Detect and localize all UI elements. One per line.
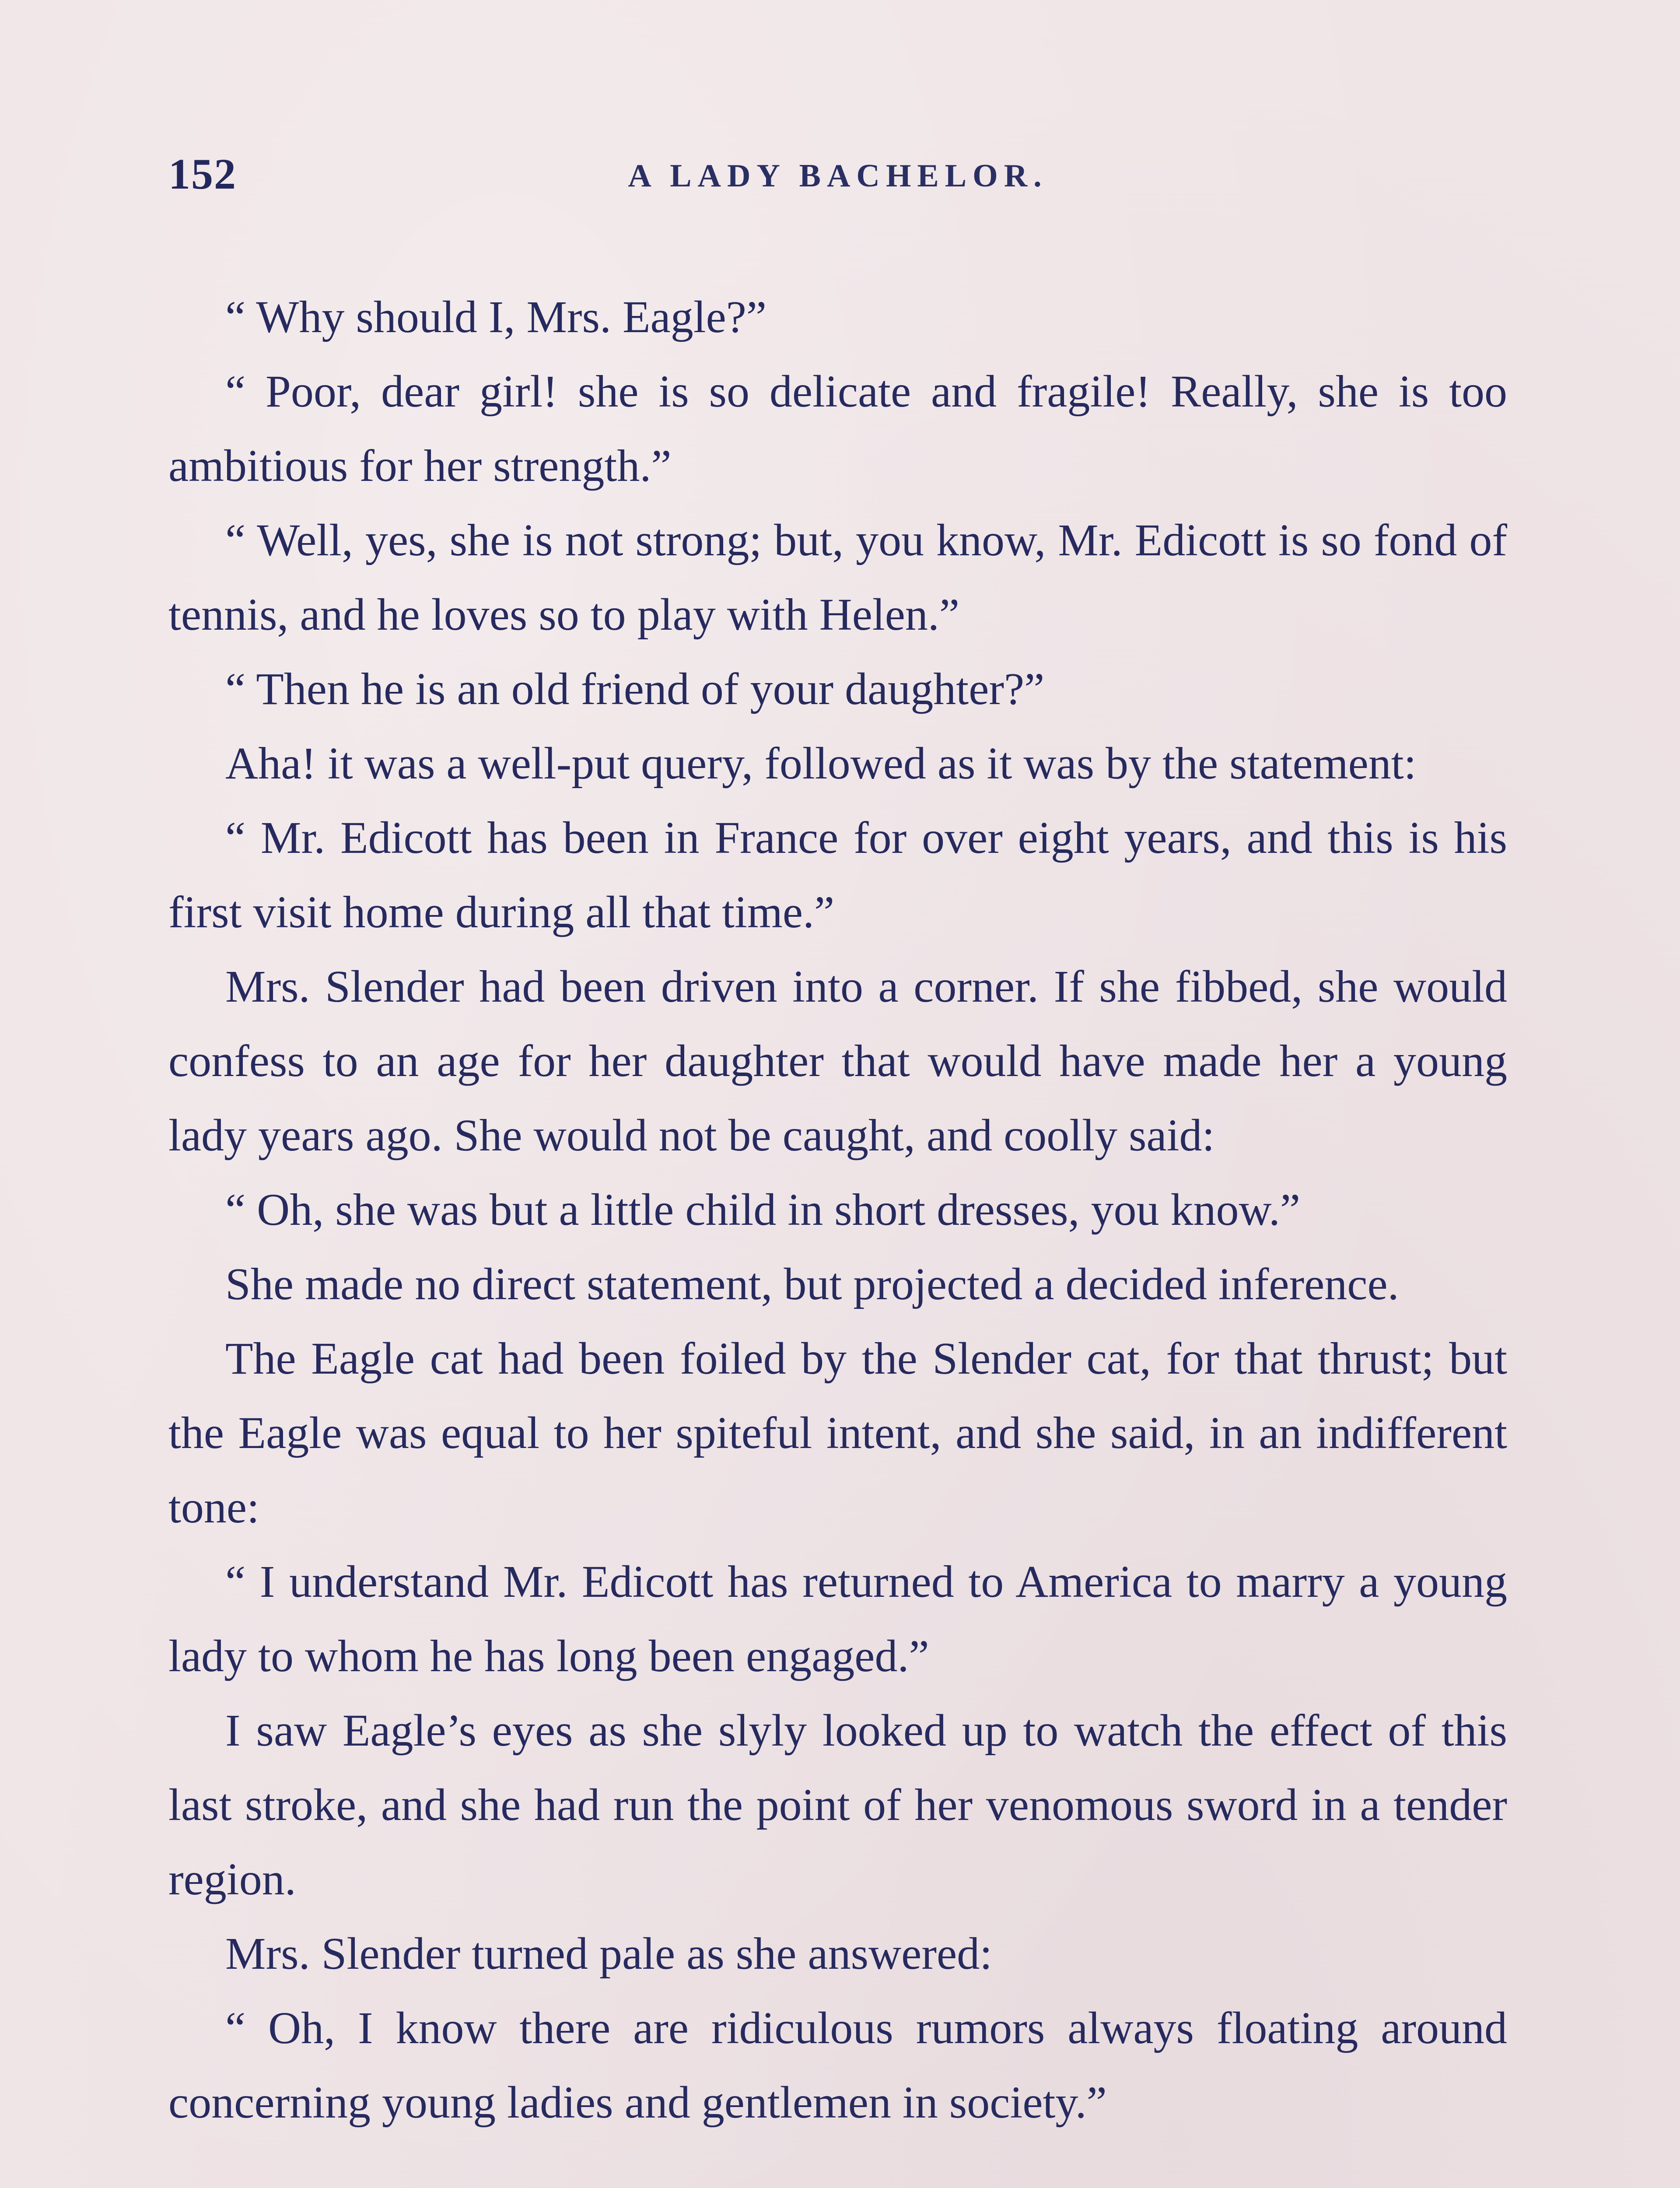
paragraph: Aha! it was a well-put query, followed as it was by the statement: xyxy=(225,738,1417,789)
paragraph: “ Oh, she was but a little child in short dresses, you know.” xyxy=(225,1185,1301,1235)
paragraph: Mrs. Slender had been driven into a corner. If she fibbed, she would confess to an age for her daughter that would have made her a young lady years ago. She would not be caught, and coolly said: xyxy=(168,961,1507,1161)
paragraph: “ Mr. Edicott has been in France for over eight years, and this is his first visit home during all that time.” xyxy=(168,813,1507,937)
paragraph: “ Well, yes, she is not strong; but, you know, Mr. Edicott is so fond of tennis, and he loves so to play with Helen.” xyxy=(168,515,1507,640)
paragraph: “ Oh, I know there are ridiculous rumors always floating around concerning young ladies and gentlemen in society.” xyxy=(168,2003,1507,2128)
paragraph: The Eagle cat had been foiled by the Slender cat, for that thrust; but the Eagle was equal to her spiteful intent, and she said, in an indifferent tone: xyxy=(168,1333,1507,1532)
body-text xyxy=(168,280,1507,2140)
paragraph: “ I understand Mr. Edicott has returned to America to marry a young lady to whom he has long been engaged.” xyxy=(168,1557,1507,1681)
paragraph: “ Why should I, Mrs. Eagle?” xyxy=(225,292,767,342)
paragraph: “ Poor, dear girl! she is so delicate and fragile! Really, she is too ambitious for her strength.” xyxy=(168,366,1507,491)
page-header xyxy=(168,149,1507,214)
paragraph: I saw Eagle’s eyes as she slyly looked up to watch the effect of this last stroke, and she had run the point of her venomous sword in a tender region. xyxy=(168,1705,1507,1904)
paragraph: She made no direct statement, but projected a decided inference. xyxy=(225,1259,1399,1309)
running-head: A LADY BACHELOR. xyxy=(628,158,1048,194)
page-number: 152 xyxy=(168,150,237,198)
paragraph: Mrs. Slender turned pale as she answered: xyxy=(225,1929,993,1979)
paragraph: “ Then he is an old friend of your daughter?” xyxy=(225,664,1045,714)
